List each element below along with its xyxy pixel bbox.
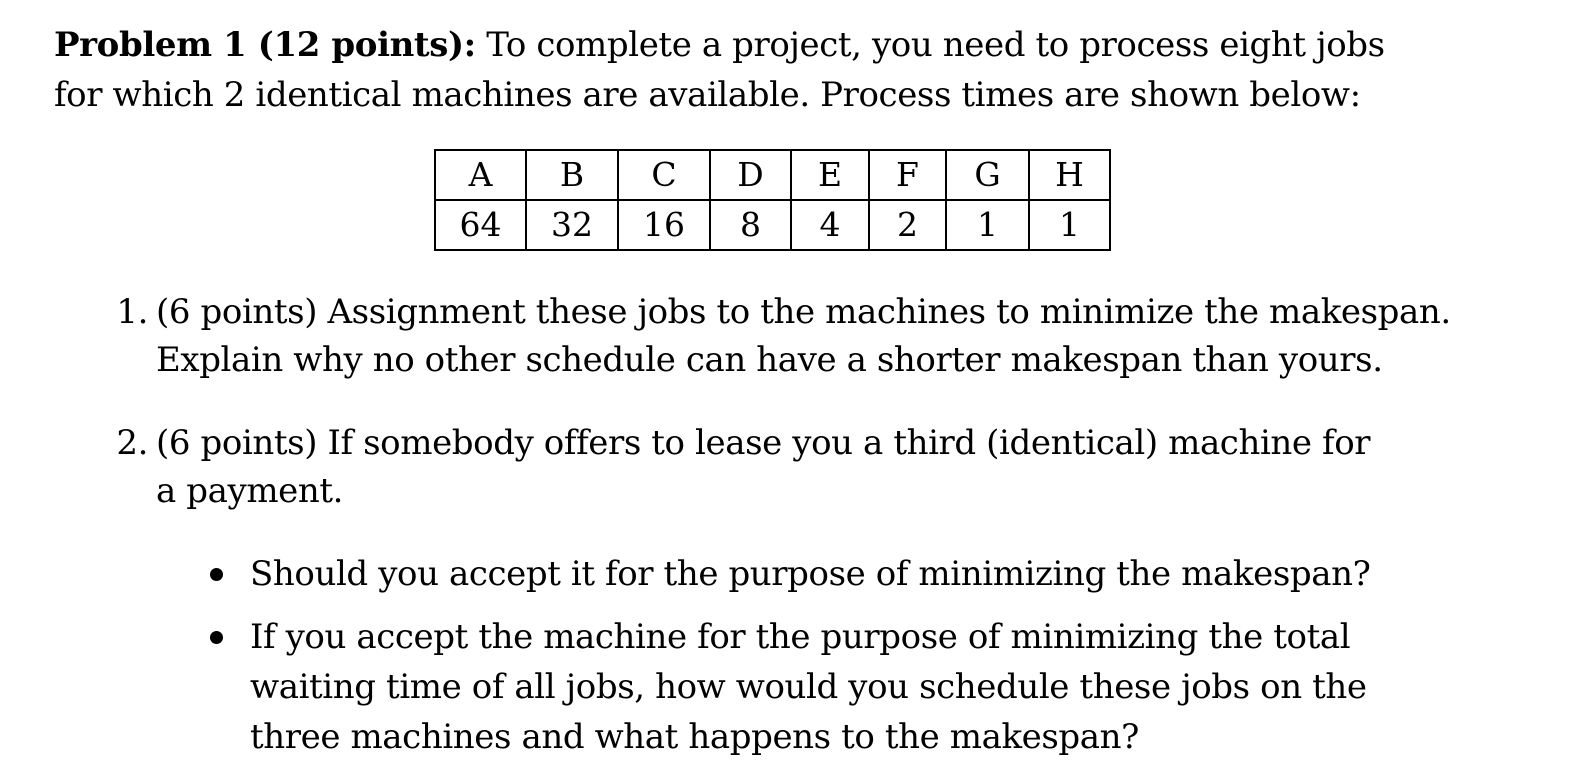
job-cell: B (526, 150, 618, 200)
job-cell: G (946, 150, 1029, 200)
intro-line-2: for which 2 identical machines are available. Process times are shown below: (54, 75, 1361, 115)
process-times-table-wrap (434, 149, 1111, 251)
job-cell: H (1029, 150, 1110, 200)
question-line: (6 points) If somebody offers to lease you a third (identical) machine for (156, 423, 1371, 463)
process-times-row (435, 200, 1110, 250)
bullet-text (250, 612, 1367, 762)
bullet-line: waiting time of all jobs, how would you schedule these jobs on the (250, 667, 1367, 707)
bullet-line: Should you accept it for the purpose of minimizing the makespan? (250, 554, 1371, 594)
job-cell: A (435, 150, 526, 200)
bullet-text (250, 549, 1370, 599)
intro-line-1 (54, 20, 1504, 70)
time-cell: 1 (946, 200, 1029, 250)
question-text (156, 288, 1451, 384)
problem-intro (54, 20, 1504, 120)
process-times-table (434, 149, 1111, 251)
question-line: (6 points) Assignment these jobs to the machines to minimize the makespan. (156, 292, 1451, 332)
question-number: 1. (116, 292, 148, 332)
job-cell: F (869, 150, 946, 200)
time-cell: 32 (526, 200, 618, 250)
time-cell: 1 (1029, 200, 1110, 250)
question-number: 2. (116, 423, 148, 463)
time-cell: 64 (435, 200, 526, 250)
job-cell: E (791, 150, 869, 200)
intro-line-1-text: To complete a project, you need to process eight jobs (475, 25, 1385, 65)
bullet-line: three machines and what happens to the makespan? (250, 717, 1139, 757)
question-line: a payment. (156, 471, 344, 511)
bullet-line: If you accept the machine for the purpose of minimizing the total (250, 617, 1351, 657)
question-line: Explain why no other schedule can have a shorter makespan than yours. (156, 340, 1383, 380)
job-cell: C (618, 150, 710, 200)
question-text (156, 419, 1370, 515)
bullet-dot-icon (210, 631, 223, 644)
time-cell: 4 (791, 200, 869, 250)
time-cell: 2 (869, 200, 946, 250)
job-names-row (435, 150, 1110, 200)
time-cell: 8 (710, 200, 791, 250)
job-cell: D (710, 150, 791, 200)
time-cell: 16 (618, 200, 710, 250)
problem-heading: Problem 1 (12 points): (54, 25, 476, 65)
bullet-dot-icon (210, 568, 223, 581)
